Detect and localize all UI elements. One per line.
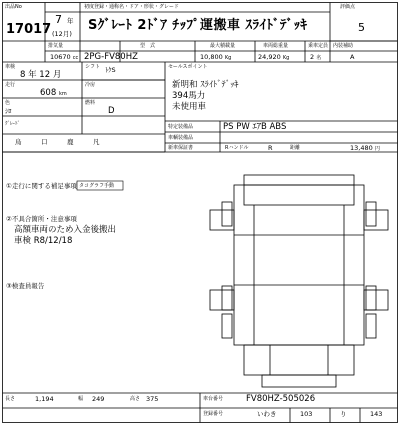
vin-value: FV80HZ-505026 xyxy=(246,394,316,404)
selling-points-label: セールスポイント xyxy=(168,64,208,70)
selling-point-3: 未使用車 xyxy=(172,102,207,112)
lot-number: 17017 xyxy=(6,22,52,37)
type-label: 型 式 xyxy=(140,43,156,49)
equipment-sublabel-1: 車輌装備品 xyxy=(168,135,194,141)
plate-kana: り xyxy=(340,410,347,418)
capacity-label: 最大積載量 xyxy=(210,43,236,49)
footer-height: 375 xyxy=(146,395,159,403)
footer-length: 1,194 xyxy=(35,395,54,403)
mileage-value: 608 km xyxy=(40,88,67,98)
fuel-label: 燃料 xyxy=(85,100,96,106)
fuel-value: D xyxy=(108,106,115,116)
plate-number: 143 xyxy=(370,410,383,418)
gross-label: 車両総重量 xyxy=(263,43,289,49)
capacity-value: 10,800 Kg xyxy=(200,53,232,61)
tachograph-label: タコグラフ手動 xyxy=(79,183,115,189)
equipment-label: 特定装備品 xyxy=(168,124,194,130)
inspection-value: 8 年 12 月 xyxy=(20,70,62,80)
interior-value: A xyxy=(350,53,355,61)
inspection-label: 車検 xyxy=(5,64,16,70)
selling-point-1: 新明和 ｽﾗｲﾄﾞﾃﾞｯｷ xyxy=(172,80,239,90)
shift-value: ﾄｸS xyxy=(105,66,116,74)
month-value: (12月) xyxy=(52,30,72,38)
shift-label: シフト xyxy=(85,64,101,70)
aircon-label: 冷房 xyxy=(85,82,96,88)
footer-label-3: 高さ xyxy=(130,396,141,402)
truck-diagram xyxy=(210,175,388,387)
displacement-label: 排気量 xyxy=(48,43,64,49)
model-name: Sｸﾞﾚｰﾄ 2ﾄﾞｱ ﾁｯﾌﾟ運搬車 ｽﾗｲﾄﾞﾃﾞｯｷ xyxy=(88,18,308,33)
color-value: ｼﾛ xyxy=(5,107,12,115)
grade-label: ｸﾞﾚｰﾄﾞ xyxy=(5,121,21,127)
note-q2: ②不具合箇所・注意事項 xyxy=(6,215,77,223)
model-header: 初度登録・通称名・ドア・形状・グレード xyxy=(84,4,179,10)
gross-value: 24,920 Kg xyxy=(258,53,290,61)
displacement-value: 10670 cc xyxy=(50,53,79,61)
vin-label: 車台番号 xyxy=(203,396,224,402)
score-label: 評価点 xyxy=(340,4,356,10)
selling-point-2: 394馬力 xyxy=(172,91,206,101)
grade-value: 烏 口 鹿 凡 xyxy=(15,138,100,146)
footer-label-1: 長さ xyxy=(5,396,16,402)
note-q1: ①走行に関する補足事項 xyxy=(6,182,77,190)
equipment-mileage-label: 距離 xyxy=(290,145,301,151)
color-label: 色 xyxy=(5,100,11,106)
model-code: 2PG-FV80HZ xyxy=(84,52,138,62)
plate-region: いわき xyxy=(257,410,277,418)
handle-label: Rハンドル xyxy=(225,145,249,151)
footer-label-2: 幅 xyxy=(78,396,84,402)
equipment-sublabel-2: 新車保証書 xyxy=(168,145,194,151)
year-number: 7 xyxy=(55,13,62,26)
plate-label: 登録番号 xyxy=(203,411,224,417)
equipment-value: PS PW ｴｱB ABS xyxy=(223,122,287,132)
seats-value: 2 名 xyxy=(310,53,322,61)
year-unit: 年 xyxy=(67,17,74,25)
mileage-label: 走行 xyxy=(5,82,16,88)
note-q3: ③検査員報告 xyxy=(6,282,45,290)
interior-label: 内装補助 xyxy=(333,43,354,49)
handle-r: R xyxy=(268,144,273,152)
lot-label: 出品No xyxy=(5,4,22,10)
plate-class: 103 xyxy=(300,410,313,418)
note-line-2: 車検 R8/12/18 xyxy=(14,236,73,246)
footer-width: 249 xyxy=(92,395,105,403)
equipment-mileage-value: 13,480 円 xyxy=(350,144,380,152)
note-line-1: 高額車両のため入金後搬出 xyxy=(14,225,117,235)
seats-label: 乗車定員 xyxy=(308,43,329,49)
score-value: 5 xyxy=(358,21,365,34)
